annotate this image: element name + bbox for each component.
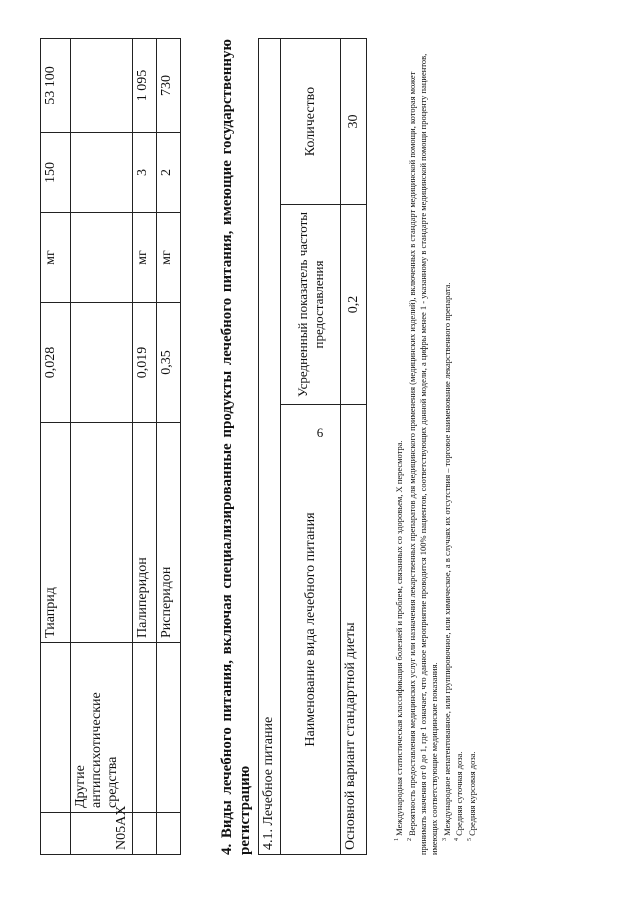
table-subheading: 4.1. Лечебное питание: [259, 39, 281, 855]
table-header-row: [281, 39, 341, 855]
table-cell: [71, 423, 133, 643]
column-header: Количество: [281, 39, 341, 205]
table-row: [157, 39, 181, 855]
table-cell: 730: [157, 39, 181, 133]
column-header: Наименование вида лечебного питания: [281, 405, 341, 855]
medications-table: [40, 38, 181, 855]
table-cell: [41, 643, 71, 813]
table-cell: 2: [157, 133, 181, 213]
table-cell: 0,019: [133, 303, 157, 423]
footnote-text: Международная статистическая классификация болезней и проблем, связанных со здоровьем, X пересмотра.: [393, 440, 404, 836]
footnote-mark: 5: [467, 838, 474, 841]
atc-group-cell: Другие антипсихотические средства: [71, 643, 133, 813]
rotated-page-content: [40, 35, 600, 855]
footnote: [452, 39, 465, 855]
table-cell: мг: [157, 213, 181, 303]
table-cell: 3: [133, 133, 157, 213]
table-cell: [71, 133, 133, 213]
table-cell: [133, 813, 157, 855]
footnote-text: Средняя суточная доза.: [454, 751, 465, 836]
table-cell: 150: [41, 133, 71, 213]
footnote: [440, 39, 453, 855]
footnote: [405, 39, 440, 855]
footnote-text: Средняя курсовая доза.: [467, 751, 478, 836]
footnote-text: Вероятность предоставления медицинских услуг или назначения лекарственных препаратов для медицинского применения (медицинских изделий), включенных в стандарт медицинской помощи, которая может принимать значения от 0 до 1, где 1 означает, что данное мероприятие проводится 100% пациентов, соответствующих данной модели, а цифры менее 1 - указанному в стандарте медицинской помощи проценту пациентов, имеющих соответствующие медицинские показания.: [406, 53, 439, 855]
footnote-mark: 4: [454, 838, 461, 841]
table-cell: 0,2: [341, 205, 367, 405]
table-row: [133, 39, 157, 855]
atc-code-cell: N05AX: [71, 813, 133, 855]
footnote-mark: 3: [441, 838, 448, 841]
section-heading: 4. Виды лечебного питания, включая специализированные продукты лечебного питания, имеющие государственную регистрацию: [219, 39, 253, 855]
footnote-mark: 2: [406, 838, 413, 841]
footnote: [392, 39, 405, 855]
table-cell: [71, 39, 133, 133]
footnotes: [392, 39, 478, 855]
table-cell: мг: [41, 213, 71, 303]
table-cell: 0,028: [41, 303, 71, 423]
table-cell: [41, 813, 71, 855]
nutrition-table: [258, 38, 367, 855]
table-cell: [71, 213, 133, 303]
table-cell: 53 100: [41, 39, 71, 133]
footnote-mark: 1: [394, 838, 400, 841]
table-cell: 30: [341, 39, 367, 205]
table-row: [41, 39, 71, 855]
table-cell: 1 095: [133, 39, 157, 133]
table-cell: Основной вариант стандартной диеты: [341, 405, 367, 855]
table-cell: мг: [133, 213, 157, 303]
table-cell: Тиаприд: [41, 423, 71, 643]
table-row: [341, 39, 367, 855]
table-row: [71, 39, 133, 855]
table-cell: Палиперидон: [133, 423, 157, 643]
table-cell: 0,35: [157, 303, 181, 423]
footnote: [465, 39, 478, 855]
table-cell: Рисперидон: [157, 423, 181, 643]
footnote-text: Международное непатентованное, или группировочное, или химическое, а в случаях их отсутствия – торговое наименование лекарственного препарата.: [441, 282, 452, 836]
column-header: Усредненный показатель частоты предоставления: [281, 205, 341, 405]
table-cell: [157, 643, 181, 813]
table-cell: [133, 643, 157, 813]
page-number: 6: [316, 425, 324, 440]
table-cell: [71, 303, 133, 423]
table-cell: [157, 813, 181, 855]
table-row: [259, 39, 281, 855]
